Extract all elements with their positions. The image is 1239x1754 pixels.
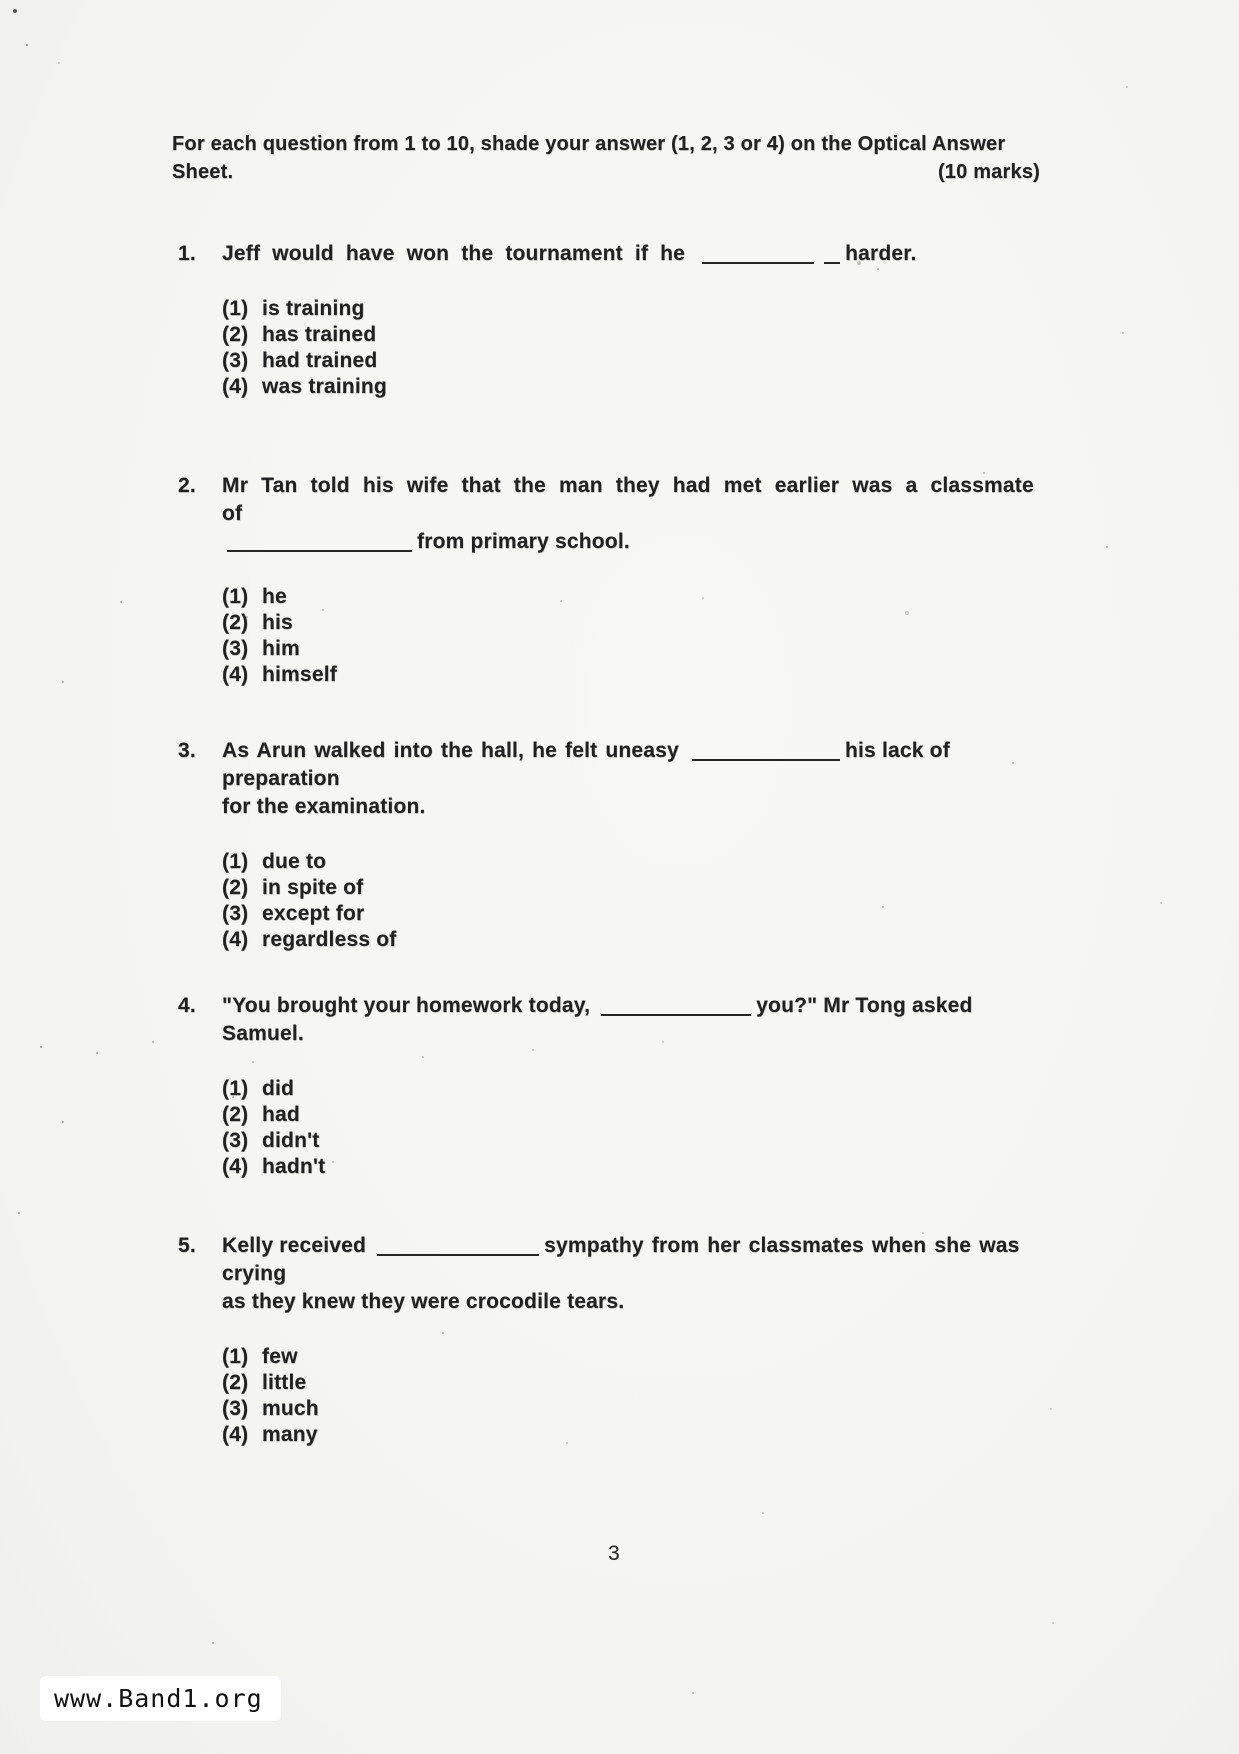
- option-number: (3): [222, 637, 249, 660]
- stem-text: "You brought your homework today,: [222, 994, 597, 1017]
- question: [178, 1232, 1040, 1448]
- option-text: his: [262, 611, 293, 634]
- option-item: [222, 927, 1040, 953]
- question: [178, 472, 1040, 688]
- answer-blank: [702, 247, 814, 264]
- option-item: [222, 296, 1040, 322]
- option-number: (2): [222, 323, 249, 346]
- option-item: [222, 901, 1040, 927]
- option-text: hadn't: [262, 1155, 326, 1178]
- marks-label: (10 marks): [937, 161, 1040, 183]
- answer-blank: [227, 535, 412, 552]
- answer-blank: [601, 999, 751, 1016]
- option-text: much: [262, 1397, 319, 1420]
- option-text: has trained: [262, 323, 377, 346]
- option-item: [222, 610, 1040, 636]
- question-number: 5.: [178, 1234, 196, 1257]
- option-number: (1): [222, 1345, 249, 1368]
- stem-text: As Arun walked into the hall, he felt uneasy: [222, 739, 687, 762]
- option-number: (4): [222, 928, 249, 951]
- options-list: [222, 849, 1040, 953]
- option-text: in spite of: [262, 876, 364, 899]
- scan-noise: [0, 0, 2, 2]
- option-number: (2): [222, 876, 249, 899]
- question-stem: [222, 240, 1040, 268]
- option-number: (1): [222, 850, 249, 873]
- option-item: [222, 374, 1040, 400]
- stem-text: you?" Mr Tong asked Samuel.: [222, 994, 973, 1045]
- answer-blank: [692, 744, 840, 761]
- option-number: (1): [222, 297, 249, 320]
- question: [178, 992, 1040, 1180]
- question-number: 4.: [178, 994, 196, 1017]
- question-stem: [222, 992, 1040, 1048]
- stem-text: harder.: [845, 242, 917, 265]
- stem-text: his lack of preparation: [222, 739, 950, 790]
- option-text: he: [262, 585, 287, 608]
- option-item: [222, 849, 1040, 875]
- option-number: (1): [222, 585, 249, 608]
- stem-text: Kelly received: [222, 1234, 373, 1257]
- stem-text: sympathy from her classmates when she was crying: [222, 1234, 1020, 1285]
- option-text: except for: [262, 902, 365, 925]
- options-list: [222, 584, 1040, 688]
- option-text: him: [262, 637, 300, 660]
- option-number: (4): [222, 375, 249, 398]
- option-text: didn't: [262, 1129, 320, 1152]
- stem-text: for the examination.: [222, 795, 426, 818]
- option-item: [222, 1128, 1040, 1154]
- stem-text: Jeff would have won the tournament if he: [222, 242, 698, 265]
- stem-text: Mr Tan told his wife that the man they had met earlier was a classmate of: [222, 474, 1034, 525]
- option-text: many: [262, 1423, 318, 1446]
- option-number: (4): [222, 663, 249, 686]
- option-number: (2): [222, 1103, 249, 1126]
- option-number: (3): [222, 1129, 249, 1152]
- answer-blank: [377, 1239, 539, 1256]
- question-stem: [222, 1232, 1040, 1316]
- option-text: did: [262, 1077, 295, 1100]
- options-list: [222, 296, 1040, 400]
- watermark: www.Band1.org: [40, 1676, 281, 1721]
- question-number: 2.: [178, 474, 196, 497]
- options-list: [222, 1076, 1040, 1180]
- question-number: 1.: [178, 242, 196, 265]
- option-number: (3): [222, 902, 249, 925]
- question: [178, 737, 1040, 953]
- option-item: [222, 636, 1040, 662]
- option-text: regardless of: [262, 928, 397, 951]
- option-item: [222, 322, 1040, 348]
- option-item: [222, 1102, 1040, 1128]
- question-stem: [222, 737, 1040, 821]
- option-text: is training: [262, 297, 365, 320]
- option-item: [222, 1370, 1040, 1396]
- option-number: (1): [222, 1077, 249, 1100]
- option-number: (2): [222, 611, 249, 634]
- option-item: [222, 1076, 1040, 1102]
- instructions: [172, 130, 1040, 186]
- option-item: [222, 1154, 1040, 1180]
- option-number: (3): [222, 1397, 249, 1420]
- question: [178, 240, 1040, 400]
- option-item: [222, 662, 1040, 688]
- option-item: [222, 875, 1040, 901]
- option-number: (3): [222, 349, 249, 372]
- page-number: 3: [608, 1542, 620, 1565]
- option-number: (2): [222, 1371, 249, 1394]
- option-text: had trained: [262, 349, 378, 372]
- option-text: few: [262, 1345, 298, 1368]
- option-text: little: [262, 1371, 307, 1394]
- option-number: (4): [222, 1423, 249, 1446]
- option-item: [222, 1422, 1040, 1448]
- option-item: [222, 1344, 1040, 1370]
- question-stem: [222, 472, 1040, 556]
- instructions-line2: Sheet.: [172, 161, 234, 183]
- option-text: himself: [262, 663, 337, 686]
- options-list: [222, 1344, 1040, 1448]
- option-item: [222, 1396, 1040, 1422]
- option-text: had: [262, 1103, 300, 1126]
- option-text: due to: [262, 850, 327, 873]
- option-text: was training: [262, 375, 387, 398]
- option-item: [222, 348, 1040, 374]
- answer-blank: [824, 247, 840, 264]
- question-number: 3.: [178, 739, 196, 762]
- option-number: (4): [222, 1155, 249, 1178]
- option-item: [222, 584, 1040, 610]
- stem-text: as they knew they were crocodile tears.: [222, 1290, 625, 1313]
- stem-text: from primary school.: [417, 530, 630, 553]
- instructions-line1: For each question from 1 to 10, shade your answer (1, 2, 3 or 4) on the Optical Answer: [172, 133, 1006, 155]
